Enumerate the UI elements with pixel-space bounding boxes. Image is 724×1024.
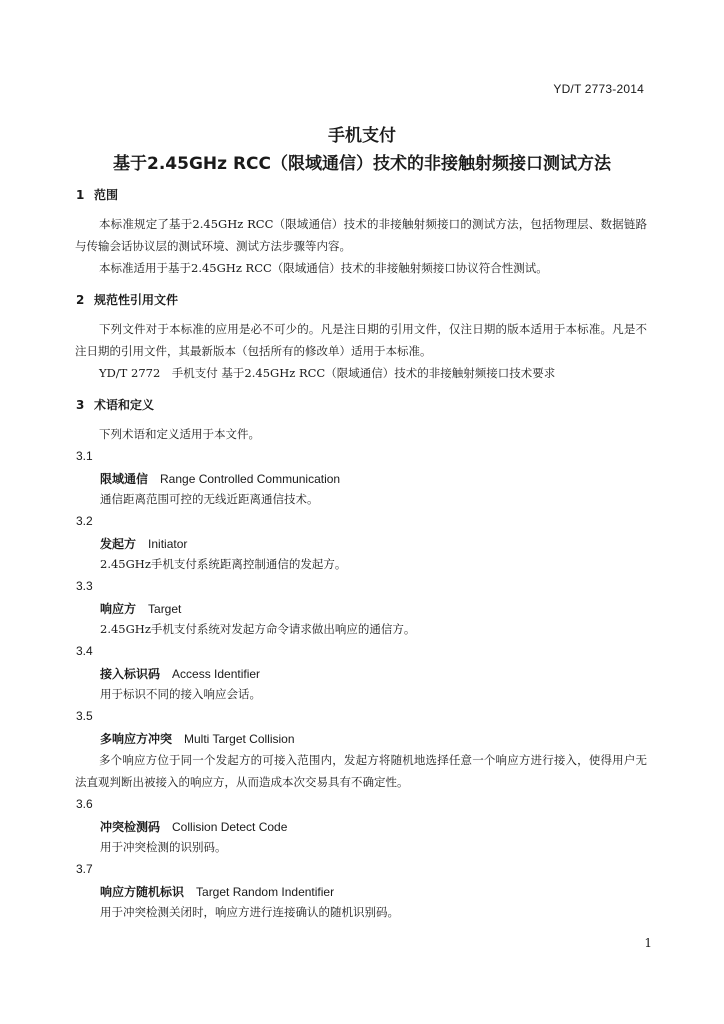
term-chinese: 多响应方冲突	[100, 732, 173, 746]
term-chinese: 响应方	[100, 602, 137, 616]
term-number: 3.6	[76, 797, 93, 811]
scope-paragraph-2: 本标准适用于基于2.45GHz RCC（限域通信）技术的非接触射频接口协议符合性测试。	[99, 261, 548, 275]
document-title-main: 手机支付	[328, 126, 396, 146]
term-english: Collision Detect Code	[172, 820, 288, 834]
term-number: 3.1	[76, 449, 93, 463]
section-number: 2	[76, 293, 85, 307]
term-definition: 用于冲突检测的识别码。	[100, 840, 227, 854]
page-number: 1	[644, 936, 652, 950]
section-title: 术语和定义	[94, 398, 155, 412]
references-paragraph: 下列文件对于本标准的应用是必不可少的。凡是注日期的引用文件，仅注日期的版本适用于本标准。凡是不注日期的引用文件，其最新版本（包括所有的修改单）适用于本标准。	[75, 322, 647, 358]
term-english: Initiator	[148, 537, 188, 551]
term-definition: 2.45GHz手机支付系统距离控制通信的发起方。	[100, 557, 347, 571]
term-chinese: 发起方	[100, 537, 137, 551]
term-heading	[100, 665, 260, 682]
term-definition: 通信距离范围可控的无线近距离通信技术。	[100, 492, 319, 506]
term-definition: 用于标识不同的接入响应会话。	[100, 687, 261, 701]
section-heading-scope	[76, 186, 118, 203]
term-number: 3.2	[76, 514, 93, 528]
term-number: 3.5	[76, 709, 93, 723]
term-heading	[100, 535, 187, 552]
term-number: 3.3	[76, 579, 93, 593]
document-title-sub: 基于2.45GHz RCC（限域通信）技术的非接触射频接口测试方法	[113, 154, 611, 174]
term-definition: 用于冲突检测关闭时，响应方进行连接确认的随机识别码。	[100, 905, 399, 919]
term-chinese: 响应方随机标识	[100, 885, 185, 899]
term-chinese: 限域通信	[100, 472, 149, 486]
scope-paragraph-1: 本标准规定了基于2.45GHz RCC（限域通信）技术的非接触射频接口的测试方法，包括物理层、数据链路与传输会话协议层的测试环境、测试方法步骤等内容。	[75, 217, 647, 253]
term-heading	[100, 818, 287, 835]
section-title: 规范性引用文件	[94, 293, 179, 307]
term-heading	[100, 730, 295, 747]
term-english: Target	[148, 602, 182, 616]
term-definition: 多个响应方位于同一个发起方的可接入范围内，发起方将随机地选择任意一个响应方进行接入，使得用户无法直观判断出被接入的响应方，从而造成本次交易具有不确定性。	[75, 753, 647, 789]
section-number: 1	[76, 188, 85, 202]
term-english: Target Random Indentifier	[196, 885, 335, 899]
term-definition: 2.45GHz手机支付系统对发起方命令请求做出响应的通信方。	[100, 622, 416, 636]
section-heading-terms	[76, 396, 154, 413]
term-english: Range Controlled Communication	[160, 472, 341, 486]
term-number: 3.7	[76, 862, 93, 876]
term-heading	[100, 600, 181, 617]
term-number: 3.4	[76, 644, 93, 658]
term-chinese: 接入标识码	[100, 667, 161, 681]
term-english: Access Identifier	[172, 667, 261, 681]
terms-intro: 下列术语和定义适用于本文件。	[99, 427, 260, 441]
standard-number: YD/T 2773-2014	[553, 82, 644, 96]
section-number: 3	[76, 398, 85, 412]
reference-entry: YD/T 2772 手机支付 基于2.45GHz RCC（限域通信）技术的非接触射频接口技术要求	[99, 366, 556, 380]
term-heading	[100, 883, 334, 900]
term-heading	[100, 470, 340, 487]
term-english: Multi Target Collision	[184, 732, 295, 746]
section-title: 范围	[94, 188, 119, 202]
section-heading-normative-references	[76, 291, 178, 308]
term-chinese: 冲突检测码	[100, 820, 161, 834]
